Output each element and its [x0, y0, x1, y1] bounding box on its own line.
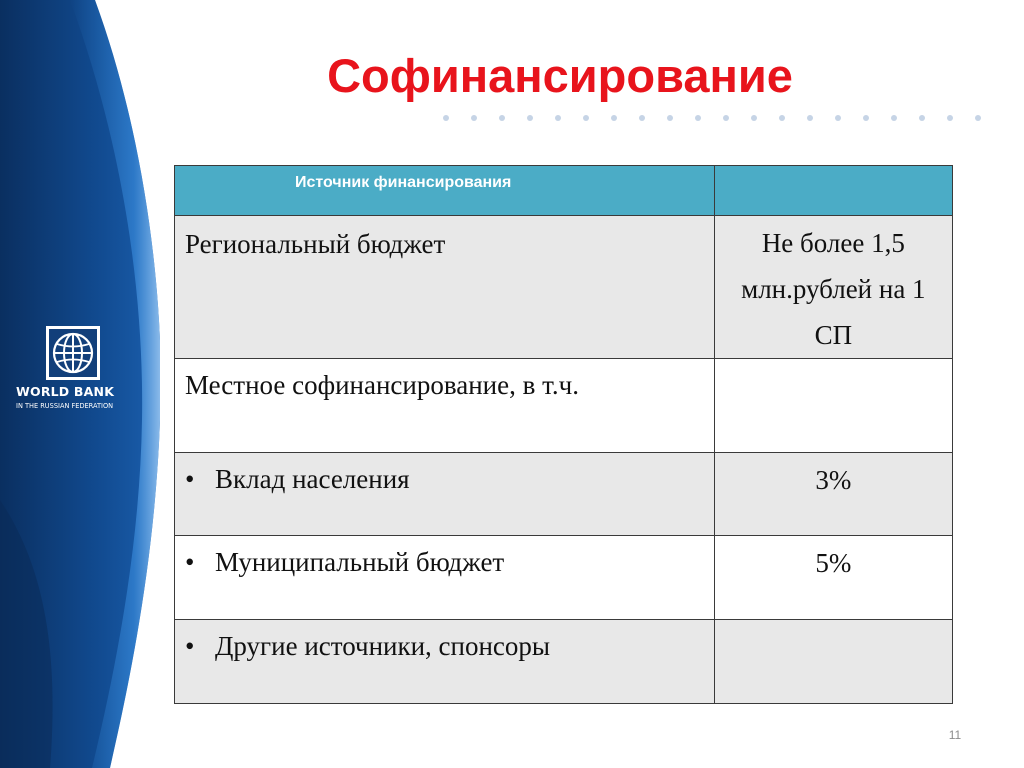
world-bank-logo	[16, 326, 134, 410]
row-source-text: Другие источники, спонсоры	[215, 631, 551, 661]
dotted-divider	[440, 113, 1000, 123]
table-row	[175, 216, 953, 359]
table-cell-value	[714, 453, 952, 536]
table-cell-value	[714, 620, 952, 704]
bullet-item	[175, 453, 714, 503]
table-cell-value	[714, 536, 952, 620]
table-cell-source	[175, 359, 715, 453]
logo-subtitle: IN THE RUSSIAN FEDERATION	[16, 402, 114, 410]
slide-title: Софинансирование	[327, 49, 793, 102]
header-value	[714, 166, 952, 216]
row-value-text: Не более 1,5 млн.рублей на 1 СП	[741, 228, 926, 350]
table-cell-source	[175, 216, 715, 359]
bullet-item	[175, 620, 714, 670]
table-row	[175, 620, 953, 704]
table-row	[175, 453, 953, 536]
header-source	[175, 166, 715, 216]
table-cell-source	[175, 620, 715, 704]
table-cell-value	[714, 216, 952, 359]
table-cell-source	[175, 536, 715, 620]
row-value-text: 5%	[815, 548, 852, 578]
row-value-text: 3%	[815, 465, 852, 495]
row-source-text: Региональный бюджет	[185, 229, 446, 259]
table-cell-source	[175, 453, 715, 536]
row-value-text	[715, 620, 952, 624]
logo-name: WORLD BANK	[16, 384, 115, 399]
bullet-item	[175, 536, 714, 586]
table-header-row	[175, 166, 953, 216]
row-source-text: Вклад населения	[215, 464, 410, 494]
bullet-icon: •	[185, 464, 195, 494]
header-value-label	[715, 166, 952, 174]
row-source-text: Муниципальный бюджет	[215, 547, 505, 577]
row-value-text	[715, 359, 952, 363]
table-row	[175, 359, 953, 453]
page-number: 11	[948, 728, 962, 742]
table-row	[175, 536, 953, 620]
globe-icon	[46, 326, 100, 380]
table-cell-value	[714, 359, 952, 453]
financing-table	[174, 165, 953, 704]
row-source-text: Местное софинансирование, в т.ч.	[185, 370, 579, 400]
bullet-icon: •	[185, 547, 195, 577]
bullet-icon: •	[185, 631, 195, 661]
header-source-label: Источник финансирования	[295, 174, 512, 191]
